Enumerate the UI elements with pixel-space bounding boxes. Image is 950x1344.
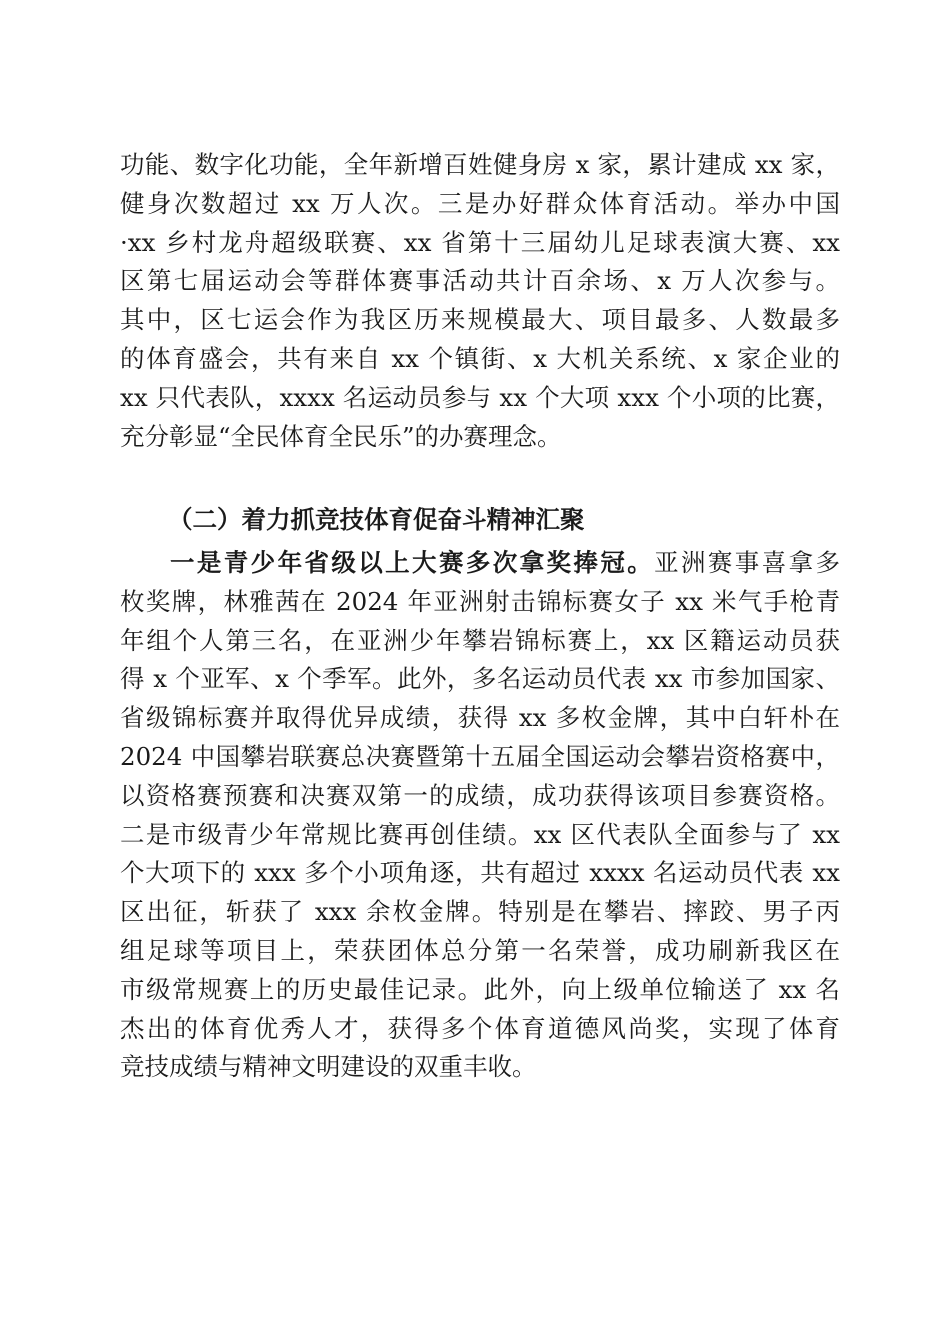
paragraph-line: 杰出的体育优秀人才，获得多个体育道德风尚奖，实现了体育 [120, 1013, 840, 1043]
paragraph-mass-sports [120, 146, 840, 456]
paragraph-line: 区出征，斩获了 xxx 余枚金牌。特别是在攀岩、摔跤、男子丙 [120, 897, 840, 927]
paragraph-line: 的体育盛会，共有来自 xx 个镇街、x 大机关系统、x 家企业的 [120, 343, 840, 373]
paragraph-line: 省级锦标赛并取得优异成绩，获得 xx 多枚金牌，其中白轩朴在 [120, 703, 840, 733]
paragraph-line: 市级常规赛上的历史最佳记录。此外，向上级单位输送了 xx 名 [120, 974, 840, 1004]
section-heading: （二）着力抓竞技体育促奋斗精神汇聚 [168, 505, 585, 534]
paragraph-line: 2024 中国攀岩联赛总决赛暨第十五届全国运动会攀岩资格赛中， [120, 741, 840, 771]
paragraph-line: xx 只代表队，xxxx 名运动员参与 xx 个大项 xxx 个小项的比赛， [120, 382, 840, 412]
paragraph-line-rest: 亚洲赛事喜拿多 [654, 548, 840, 577]
paragraph-competitive-sports [120, 544, 840, 1087]
paragraph-line: ·xx 乡村龙舟超级联赛、xx 省第十三届幼儿足球表演大赛、xx [120, 227, 840, 257]
paragraph-first-line [120, 544, 840, 583]
paragraph-lead-sentence: 一是青少年省级以上大赛多次拿奖捧冠。 [170, 548, 655, 577]
paragraph-line: 二是市级青少年常规比赛再创佳绩。xx 区代表队全面参与了 xx [120, 819, 840, 849]
paragraph-line: 区第七届运动会等群体赛事活动共计百余场、x 万人次参与。 [120, 266, 840, 296]
paragraph-line: 竞技成绩与精神文明建设的双重丰收。 [120, 1052, 537, 1082]
paragraph-line: 充分彰显“全民体育全民乐”的办赛理念。 [120, 421, 562, 451]
paragraph-line: 以资格赛预赛和决赛双第一的成绩，成功获得该项目参赛资格。 [120, 780, 840, 810]
paragraph-line: 年组个人第三名，在亚洲少年攀岩锦标赛上，xx 区籍运动员获 [120, 625, 840, 655]
paragraph-line: 功能、数字化功能，全年新增百姓健身房 x 家，累计建成 xx 家， [120, 150, 840, 179]
paragraph-line: 得 x 个亚军、x 个季军。此外，多名运动员代表 xx 市参加国家、 [120, 664, 840, 694]
paragraph-line: 个大项下的 xxx 多个小项角逐，共有超过 xxxx 名运动员代表 xx [120, 858, 840, 888]
paragraph-line: 组足球等项目上，荣获团体总分第一名荣誉，成功刷新我区在 [120, 935, 840, 965]
paragraph-line: 枚奖牌，林雅茜在 2024 年亚洲射击锦标赛女子 xx 米气手枪青 [120, 586, 840, 616]
paragraph-line: 其中，区七运会作为我区历来规模最大、项目最多、人数最多 [120, 305, 840, 335]
paragraph-line: 健身次数超过 xx 万人次。三是办好群众体育活动。举办中国 [120, 188, 840, 218]
